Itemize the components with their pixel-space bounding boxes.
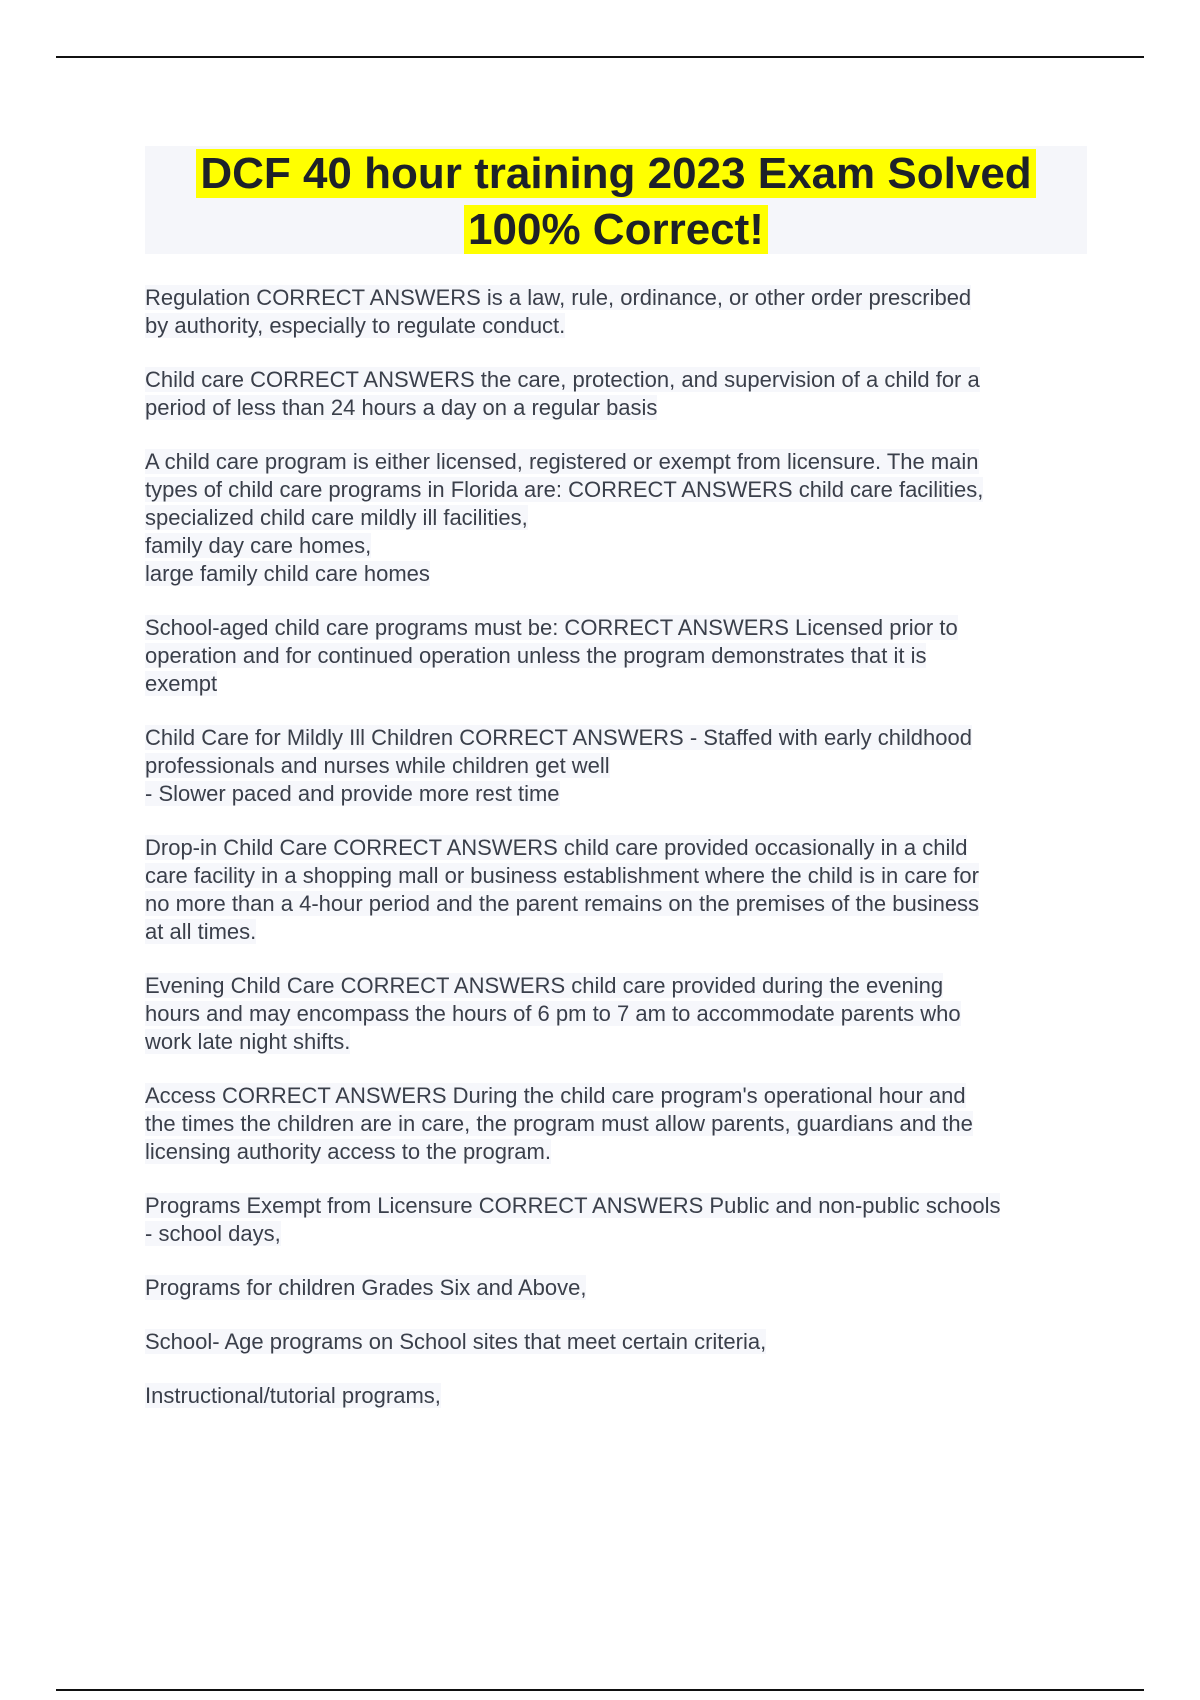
text-line: School- Age programs on School sites that meet certain criteria, xyxy=(145,1329,767,1354)
paragraph-school-aged xyxy=(145,614,1095,698)
text-line: licensing authority access to the program. xyxy=(145,1139,551,1164)
paragraph-school-age-sites xyxy=(145,1328,1095,1356)
paragraph-instructional xyxy=(145,1382,1095,1410)
paragraph-grades-six xyxy=(145,1274,1095,1302)
text-line: Programs for children Grades Six and Above, xyxy=(145,1275,587,1300)
text-line: at all times. xyxy=(145,919,257,944)
paragraph-mildly-ill xyxy=(145,724,1095,808)
text-line: period of less than 24 hours a day on a regular basis xyxy=(145,395,658,420)
paragraph-access xyxy=(145,1082,1095,1166)
text-line: exempt xyxy=(145,671,218,696)
paragraph-evening xyxy=(145,972,1095,1056)
text-line: Regulation CORRECT ANSWERS is a law, rule, ordinance, or other order prescribed xyxy=(145,285,972,310)
text-line: hours and may encompass the hours of 6 pm to 7 am to accommodate parents who xyxy=(145,1001,961,1026)
title-line-1: DCF 40 hour training 2023 Exam Solved xyxy=(196,149,1035,198)
text-line: family day care homes, xyxy=(145,533,372,558)
paragraph-program-types xyxy=(145,448,1095,588)
text-line: Evening Child Care CORRECT ANSWERS child care provided during the evening xyxy=(145,973,944,998)
footer-rule xyxy=(56,1689,1144,1691)
text-line: operation and for continued operation unless the program demonstrates that it is xyxy=(145,643,927,668)
text-line: work late night shifts. xyxy=(145,1029,351,1054)
text-line: Child care CORRECT ANSWERS the care, protection, and supervision of a child for a xyxy=(145,367,980,392)
text-line: Instructional/tutorial programs, xyxy=(145,1383,441,1408)
text-line: Child Care for Mildly Ill Children CORRECT ANSWERS - Staffed with early childhood xyxy=(145,725,972,750)
text-line: Access CORRECT ANSWERS During the child care program's operational hour and xyxy=(145,1083,966,1108)
text-line: professionals and nurses while children get well xyxy=(145,753,610,778)
title-line-2: 100% Correct! xyxy=(464,205,768,254)
text-line: types of child care programs in Florida are: CORRECT ANSWERS child care facilities, xyxy=(145,477,984,502)
text-line: Programs Exempt from Licensure CORRECT ANSWERS Public and non-public schools xyxy=(145,1193,1001,1218)
document-body xyxy=(145,284,1095,1436)
document-title xyxy=(145,146,1087,258)
paragraph-exempt xyxy=(145,1192,1095,1248)
text-line: no more than a 4-hour period and the parent remains on the premises of the business xyxy=(145,891,980,916)
text-line: Drop-in Child Care CORRECT ANSWERS child care provided occasionally in a child xyxy=(145,835,968,860)
text-line: A child care program is either licensed, registered or exempt from licensure. The main xyxy=(145,449,979,474)
text-line: by authority, especially to regulate conduct. xyxy=(145,313,566,338)
text-line: care facility in a shopping mall or business establishment where the child is in care for xyxy=(145,863,979,888)
header-rule xyxy=(56,56,1144,58)
paragraph-regulation xyxy=(145,284,1095,340)
text-line: School-aged child care programs must be: CORRECT ANSWERS Licensed prior to xyxy=(145,615,958,640)
paragraph-child-care xyxy=(145,366,1095,422)
text-line: specialized child care mildly ill facilities, xyxy=(145,505,528,530)
text-line: the times the children are in care, the program must allow parents, guardians and the xyxy=(145,1111,973,1136)
text-line: - school days, xyxy=(145,1221,281,1246)
text-line: large family child care homes xyxy=(145,561,430,586)
text-line: - Slower paced and provide more rest time xyxy=(145,781,560,806)
paragraph-drop-in xyxy=(145,834,1095,946)
title-box xyxy=(145,146,1087,254)
